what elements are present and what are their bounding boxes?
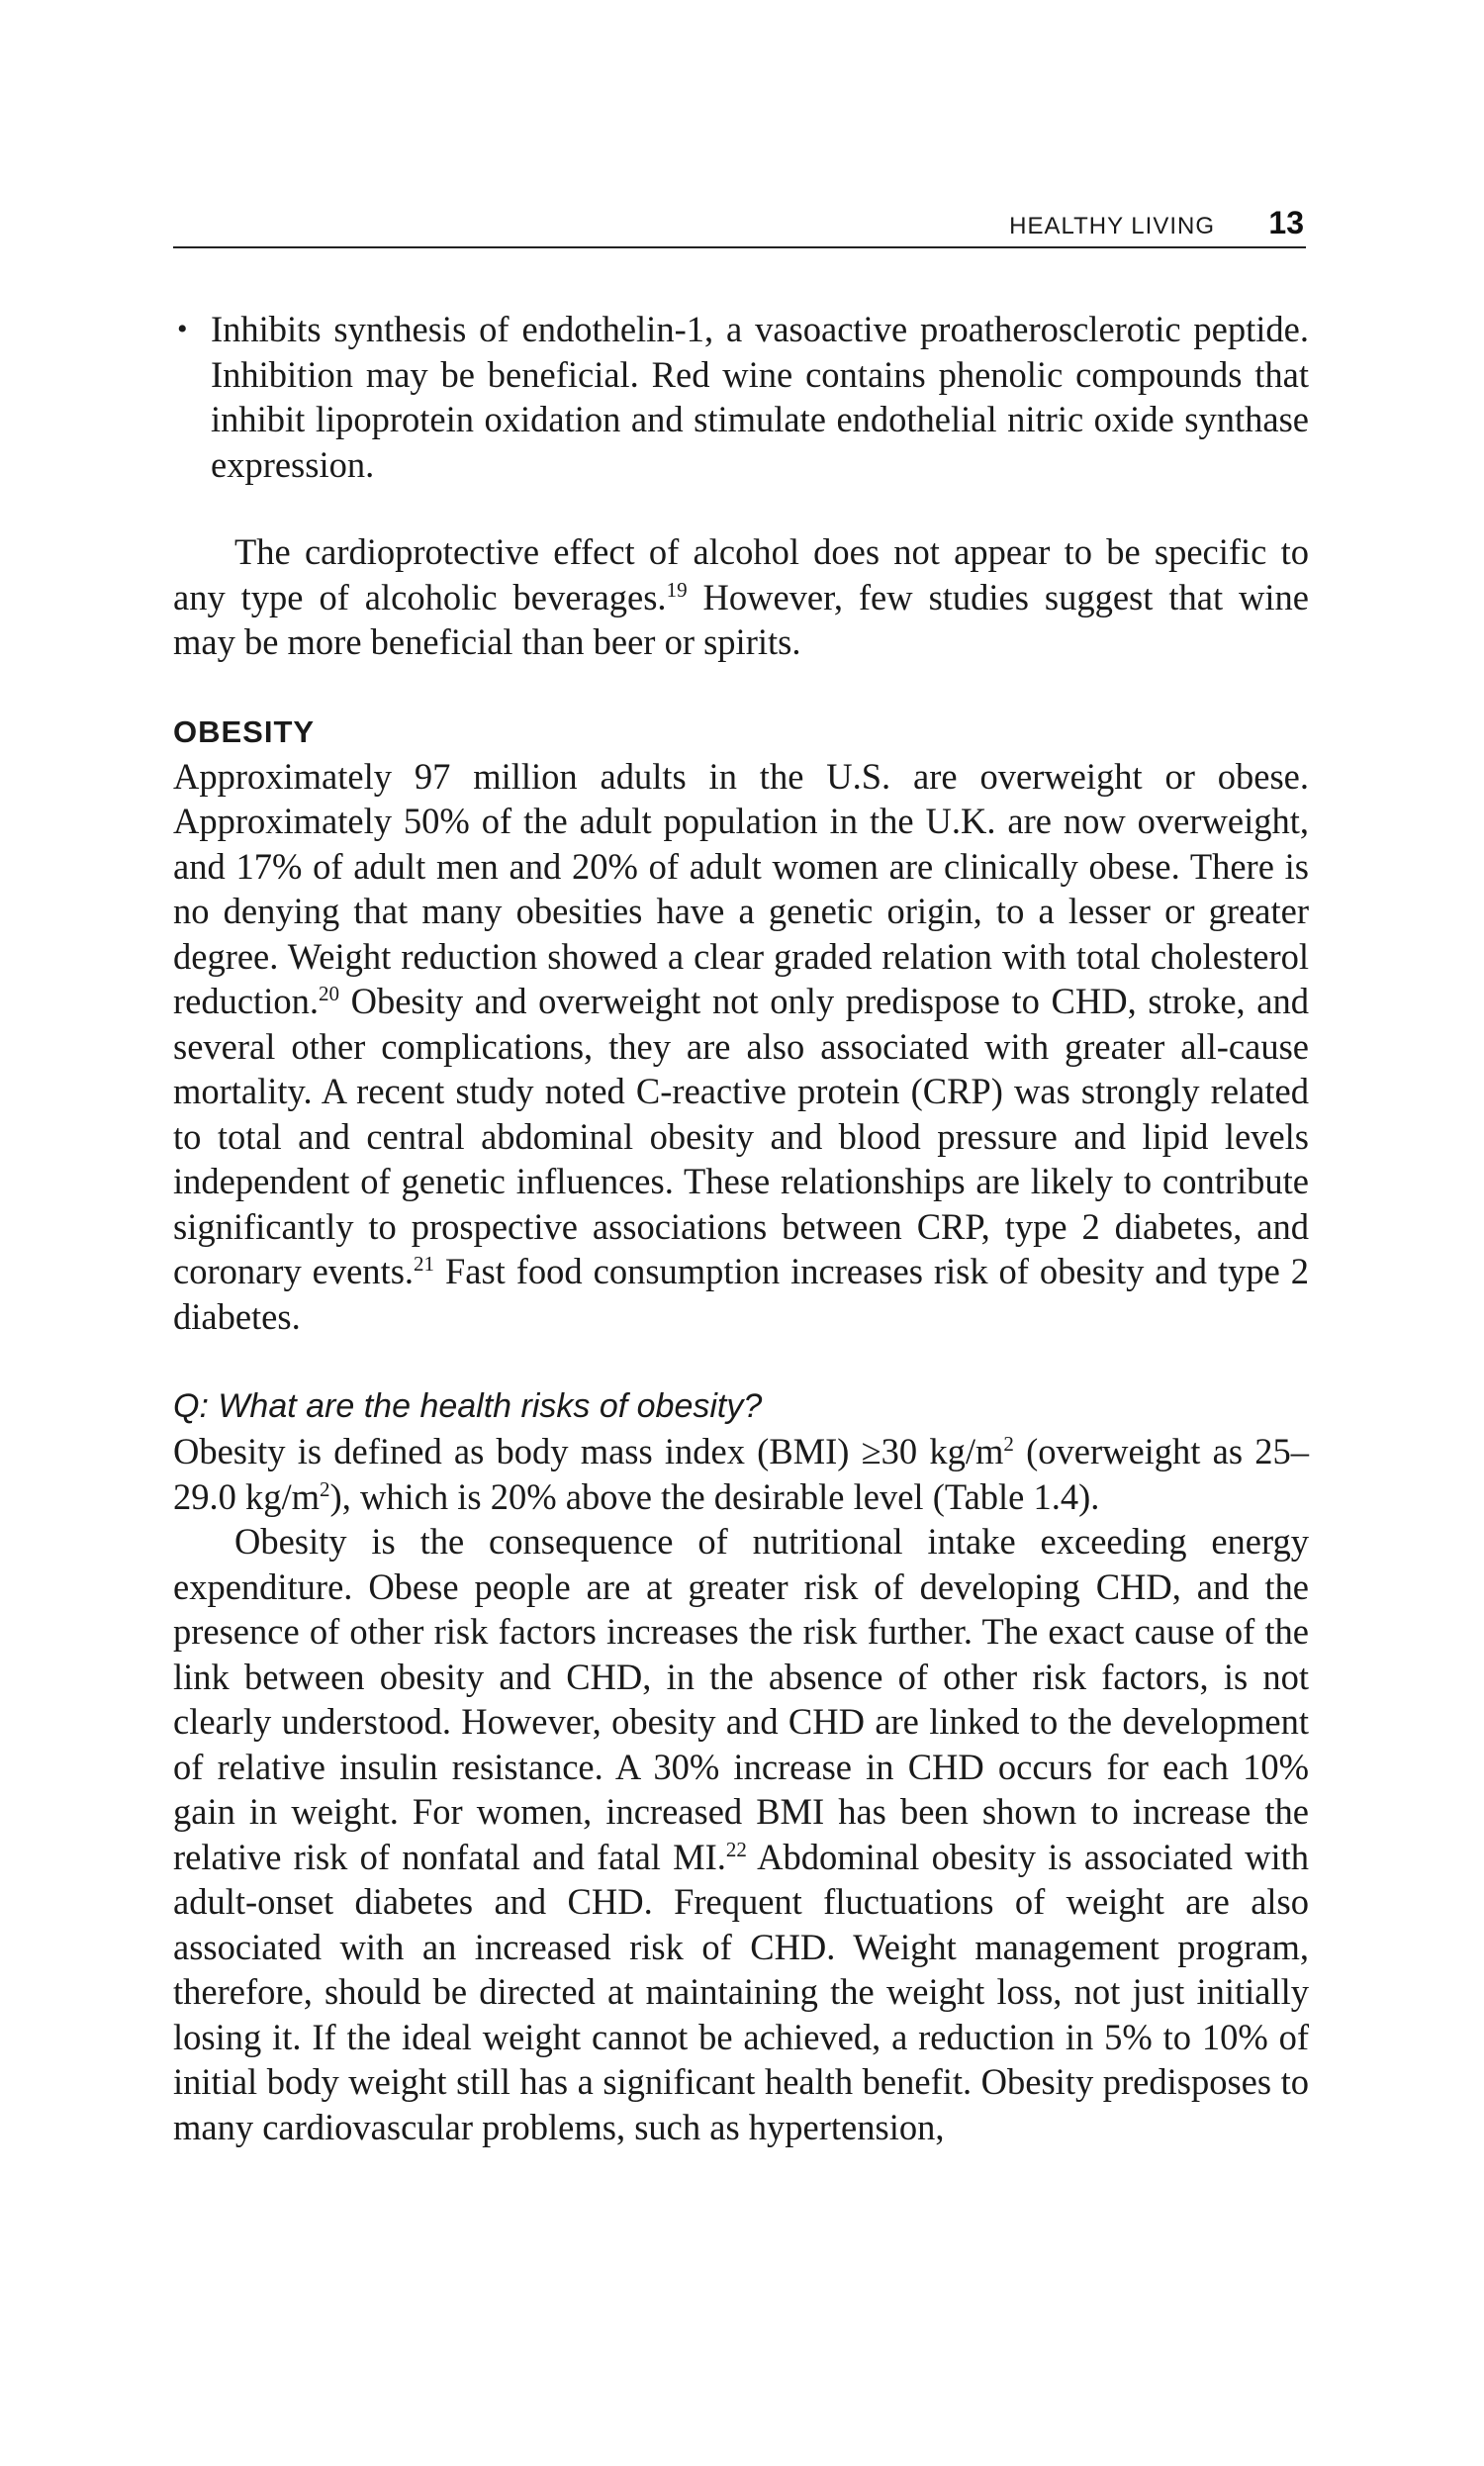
superscript-2: 2 (320, 1476, 330, 1501)
obesity-heading: OBESITY (173, 713, 316, 749)
page-number: 13 (1268, 205, 1304, 240)
bullet-text: Inhibits synthesis of endothelin-1, a vasoactive proatherosclerotic peptide. Inhibition may be beneficial. Red wine contains phenolic compounds that inhibit lipoprotein oxidation and stimulate endothelial nitric oxide synthase expression. (211, 309, 1309, 485)
obesity-paragraph (173, 754, 1309, 1340)
consequence-text-1: Obesity is the consequence of nutritional intake exceeding energy expenditure. Obese people are at greater risk of developing CHD, and the presence of other risk factors increases the risk further. The exact cause of the link between obesity and CHD, in the absence of other risk factors, is not clearly understood. However, obesity and CHD are linked to the development of relative insulin resistance. A 30% increase in CHD occurs for each 10% gain in weight. For women, increased BMI has been shown to increase the relative risk of nonfatal and fatal MI. (173, 1521, 1309, 1877)
consequence-text-2: Abdominal obesity is associated with adult-onset diabetes and CHD. Frequent fluctuations of weight are also associated with an increased risk of CHD. Weight management program, therefore, should be directed at maintaining the weight loss, not just initially losing it. If the ideal weight cannot be achieved, a reduction in 5% to 10% of initial body weight still has a significant health benefit. Obesity predisposes to many cardiovascular problems, such as hypertension, (173, 1836, 1309, 2147)
footnote-ref-19: 19 (666, 577, 688, 602)
consequence-paragraph (173, 1519, 1309, 2149)
definition-text-2: (overweight as 25–29.0 kg/m (173, 1431, 1309, 1517)
definition-text-3: ), which is 20% above the desirable level (Table 1.4). (329, 1475, 1100, 1517)
obesity-text-2: Obesity and overweight not only predispose to CHD, stroke, and several other complications, they are also associated with greater all-cause mortality. A recent study noted C-reactive protein (CRP) was strongly related to total and central abdominal obesity and blood pressure and lipid levels independent of genetic influences. These relationships are likely to contribute significantly to prospective associations between CRP, type 2 diabetes, and coronary events. (173, 981, 1309, 1291)
alcohol-text-2: However, few studies suggest that wine may be more beneficial than beer or spirits. (173, 576, 1309, 662)
running-head-title: HEALTHY LIVING (1009, 213, 1215, 239)
footnote-ref-21: 21 (414, 1251, 435, 1276)
obesity-text-3: Fast food consumption increases risk of obesity and type 2 diabetes. (173, 1251, 1309, 1337)
definition-text-1: Obesity is defined as body mass index (BMI) ≥30 kg/m (173, 1431, 1004, 1471)
alcohol-paragraph (173, 529, 1309, 665)
obesity-text-1: Approximately 97 million adults in the U.S. are overweight or obese. Approximately 50% of the adult population in the U.K. are now overweight, and 17% of adult men and 20% of adult women are clinically obese. There is no denying that many obesities have a genetic origin, to a lesser or greater degree. Weight reduction showed a clear graded relation with total cholesterol reduction. (173, 755, 1309, 1021)
body-text (173, 307, 1309, 2149)
alcohol-text-1: The cardioprotective effect of alcohol does not appear to be specific to any type of alcoholic beverages. (173, 531, 1309, 617)
footnote-ref-20: 20 (318, 981, 339, 1005)
question-heading: Q: What are the health risks of obesity? (173, 1387, 763, 1425)
footnote-ref-22: 22 (725, 1837, 747, 1861)
superscript-2: 2 (1003, 1431, 1014, 1456)
bullet-marker: • (177, 313, 188, 345)
definition-paragraph (173, 1429, 1309, 1519)
running-head (173, 203, 1306, 248)
bullet-item (173, 307, 1309, 487)
